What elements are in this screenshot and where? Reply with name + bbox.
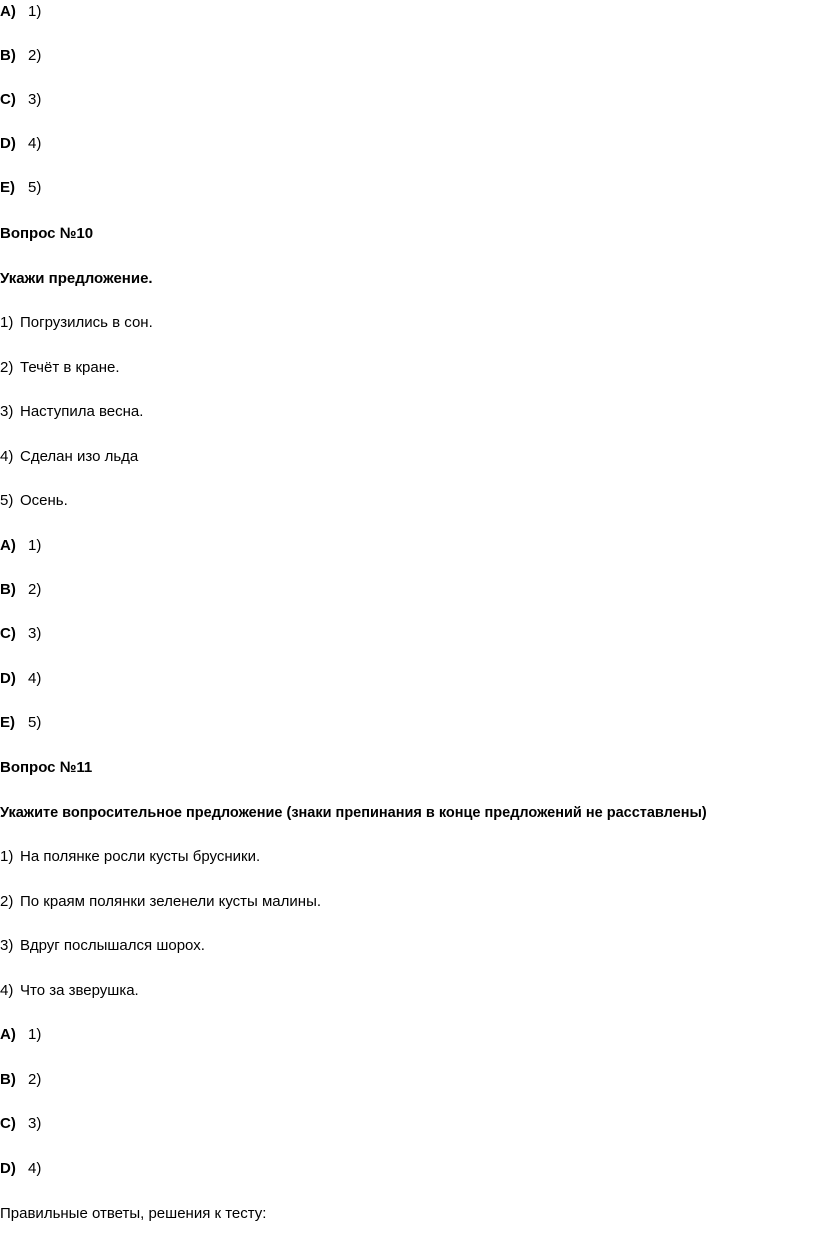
- answer-letter: C): [0, 625, 16, 642]
- item-text: Течёт в кране.: [20, 359, 120, 376]
- answer-option-c: [0, 89, 41, 111]
- item-text: По краям полянки зеленели кусты малины.: [20, 893, 322, 910]
- question-11-prompt: Укажите вопросительное предложение (знаки препинания в конце предложений не расставлены): [0, 805, 707, 821]
- item-text: Вдруг послышался шорох.: [20, 937, 205, 954]
- item-text: На полянке росли кусты брусники.: [20, 848, 261, 865]
- answer-value: 4): [28, 670, 42, 687]
- answer-value: 3): [28, 625, 42, 642]
- item-number: 3): [0, 403, 14, 420]
- answer-letter: B): [0, 1071, 16, 1088]
- question-11-answer-b: [0, 1069, 41, 1091]
- answer-value: 3): [28, 91, 42, 108]
- item-number: 3): [0, 937, 14, 954]
- item-text: Осень.: [20, 492, 68, 509]
- answers-footer-text: Правильные ответы, решения к тесту:: [0, 1205, 267, 1222]
- question-11-answer-a: [0, 1024, 41, 1046]
- item-number: 2): [0, 893, 14, 910]
- answer-option-b: [0, 45, 41, 67]
- answer-letter: A): [0, 3, 16, 20]
- answer-value: 1): [28, 1026, 42, 1043]
- answer-option-e: [0, 177, 41, 199]
- question-10-answer-d: [0, 668, 41, 690]
- question-10-item-4: [0, 446, 138, 468]
- answer-letter: D): [0, 135, 16, 152]
- question-11-answer-d: [0, 1158, 41, 1180]
- answer-letter: C): [0, 1115, 16, 1132]
- item-number: 4): [0, 982, 14, 999]
- answer-letter: D): [0, 670, 16, 687]
- item-text: Наступила весна.: [20, 403, 144, 420]
- item-number: 5): [0, 492, 14, 509]
- question-11-item-2: [0, 891, 321, 913]
- question-10-answer-b: [0, 579, 41, 601]
- answer-value: 4): [28, 135, 42, 152]
- answer-letter: C): [0, 91, 16, 108]
- answer-value: 2): [28, 1071, 42, 1088]
- question-10-title: Вопрос №10: [0, 225, 94, 242]
- answer-letter: E): [0, 179, 15, 196]
- question-11-item-1: [0, 846, 260, 868]
- question-10-item-3: [0, 401, 143, 423]
- question-11-title: Вопрос №11: [0, 759, 93, 776]
- question-10-item-2: [0, 357, 120, 379]
- question-11-item-3: [0, 935, 205, 957]
- item-number: 4): [0, 448, 14, 465]
- question-10-item-5: [0, 490, 68, 512]
- answer-letter: B): [0, 581, 16, 598]
- answer-value: 1): [28, 537, 42, 554]
- item-number: 1): [0, 314, 14, 331]
- item-number: 2): [0, 359, 14, 376]
- question-11-item-4: [0, 980, 139, 1002]
- answer-value: 4): [28, 1160, 42, 1177]
- answer-option-d: [0, 133, 41, 155]
- answer-letter: E): [0, 714, 15, 731]
- item-number: 1): [0, 848, 14, 865]
- answer-value: 3): [28, 1115, 42, 1132]
- question-10-answer-e: [0, 712, 41, 734]
- item-text: Сделан изо льда: [20, 448, 139, 465]
- answer-option-a: [0, 1, 41, 23]
- answer-value: 2): [28, 47, 42, 64]
- item-text: Что за зверушка.: [20, 982, 139, 999]
- answer-value: 5): [28, 179, 42, 196]
- answer-letter: B): [0, 47, 16, 64]
- answer-value: 5): [28, 714, 42, 731]
- question-10-prompt: Укажи предложение.: [0, 270, 153, 287]
- question-11-answer-c: [0, 1113, 41, 1135]
- answer-letter: D): [0, 1160, 16, 1177]
- item-text: Погрузились в сон.: [20, 314, 153, 331]
- answer-value: 2): [28, 581, 42, 598]
- answer-letter: A): [0, 1026, 16, 1043]
- question-10-answer-c: [0, 623, 41, 645]
- question-10-item-1: [0, 312, 153, 334]
- question-10-answer-a: [0, 535, 41, 557]
- answer-letter: A): [0, 537, 16, 554]
- answer-value: 1): [28, 3, 42, 20]
